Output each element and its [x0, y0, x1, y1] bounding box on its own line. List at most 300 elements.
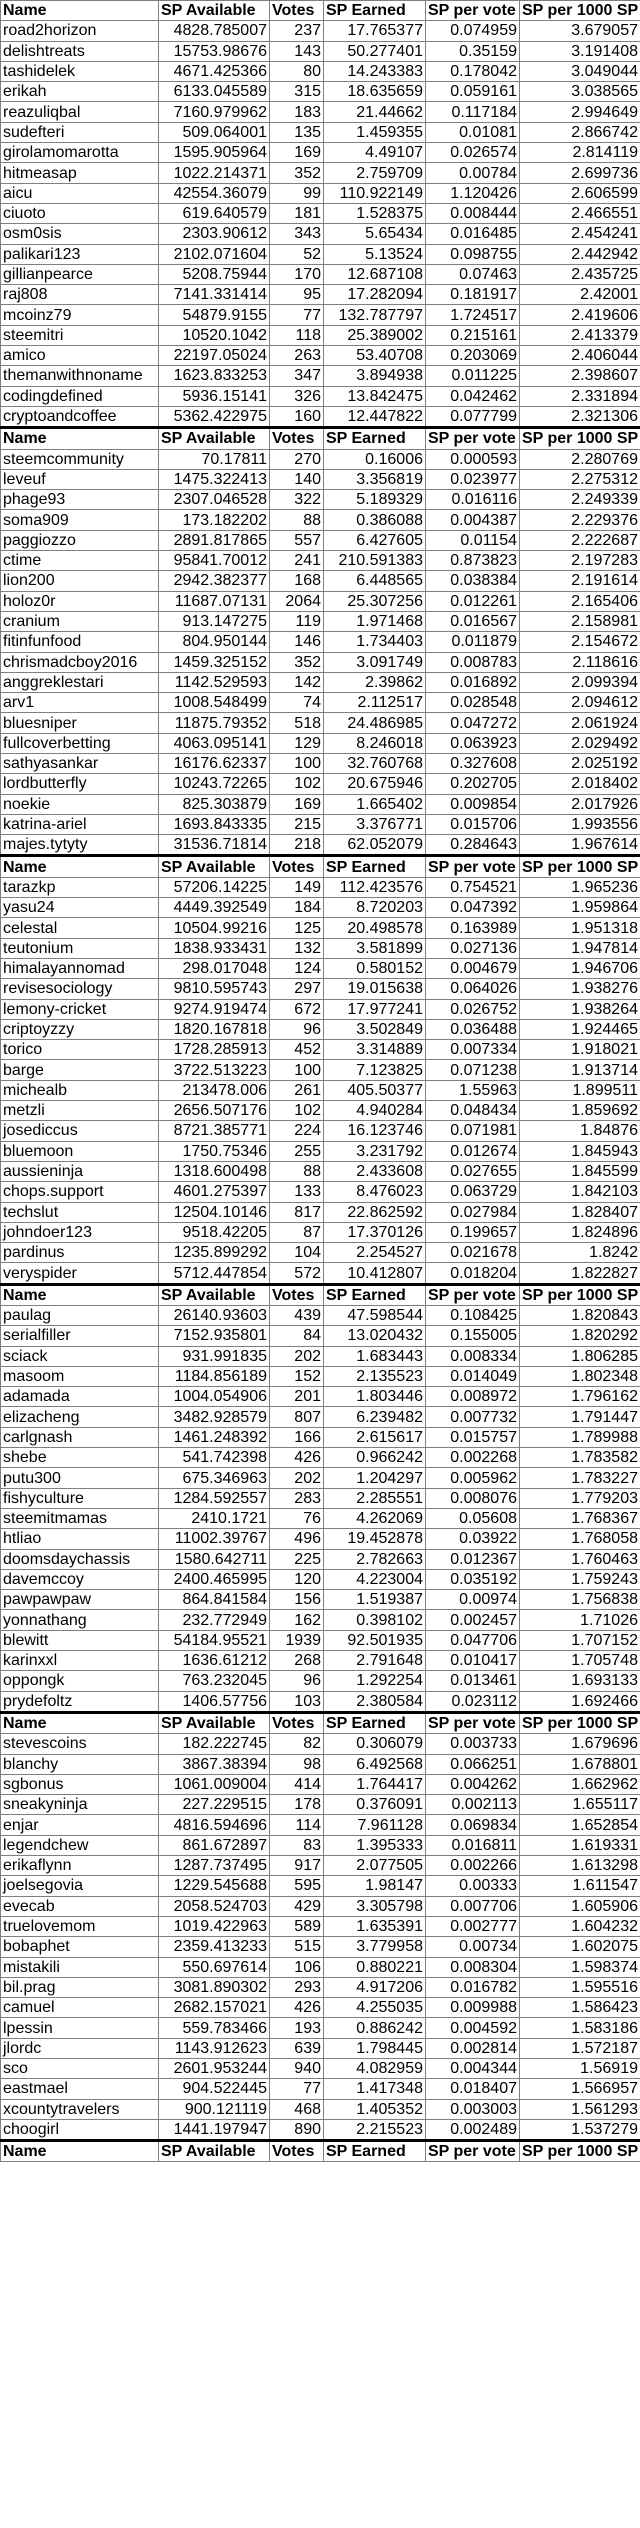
sp-available-cell: 2359.413233 — [159, 1937, 270, 1957]
name-cell: prydefoltz — [1, 1691, 159, 1712]
table-row — [1, 41, 640, 61]
sp-per-1000-cell: 1.802348 — [520, 1366, 640, 1386]
table-row — [1, 571, 640, 591]
sp-earned-cell: 16.123746 — [324, 1121, 426, 1141]
sp-per-1000-cell: 2.165406 — [520, 591, 640, 611]
sp-earned-cell: 1.683443 — [324, 1346, 426, 1366]
sp-per-vote-cell: 0.016567 — [426, 611, 520, 631]
sp-available-cell: 2942.382377 — [159, 571, 270, 591]
sp-earned-cell: 22.862592 — [324, 1202, 426, 1222]
sp-per-1000-cell: 1.938276 — [520, 979, 640, 999]
sp-per-vote-cell: 0.008076 — [426, 1488, 520, 1508]
sp-per-1000-cell: 2.42001 — [520, 285, 640, 305]
sp-available-cell: 619.640579 — [159, 203, 270, 223]
table-row — [1, 102, 640, 122]
sp-available-cell: 16176.62337 — [159, 753, 270, 773]
table-row — [1, 1202, 640, 1222]
table-row — [1, 1508, 640, 1528]
column-header-sp-earned: SP Earned — [324, 1, 426, 21]
name-cell: lion200 — [1, 571, 159, 591]
sp-per-1000-cell: 2.025192 — [520, 753, 640, 773]
votes-cell: 132 — [270, 938, 324, 958]
name-cell: elizacheng — [1, 1407, 159, 1427]
sp-earned-cell: 2.215523 — [324, 2119, 426, 2140]
table-row — [1, 1121, 640, 1141]
name-cell: bil.prag — [1, 1977, 159, 1997]
sp-per-1000-cell: 1.595516 — [520, 1977, 640, 1997]
sp-per-1000-cell: 1.662962 — [520, 1774, 640, 1794]
sp-available-cell: 1287.737495 — [159, 1856, 270, 1876]
column-header-sp-per-vote: SP per vote — [426, 1712, 520, 1733]
sp-per-vote-cell: 0.064026 — [426, 979, 520, 999]
sp-per-vote-cell: 0.003003 — [426, 2099, 520, 2119]
votes-cell: 77 — [270, 2079, 324, 2099]
votes-cell: 95 — [270, 285, 324, 305]
sp-available-cell: 7160.979962 — [159, 102, 270, 122]
sp-earned-cell: 0.880221 — [324, 1957, 426, 1977]
sp-earned-cell: 3.231792 — [324, 1141, 426, 1161]
name-cell: tashidelek — [1, 61, 159, 81]
header-row — [1, 856, 640, 877]
name-cell: codingdefined — [1, 386, 159, 406]
sp-available-cell: 1838.933431 — [159, 938, 270, 958]
name-cell: steemitri — [1, 325, 159, 345]
sp-available-cell: 675.346963 — [159, 1468, 270, 1488]
sp-per-vote-cell: 0.008304 — [426, 1957, 520, 1977]
sp-per-vote-cell: 0.008783 — [426, 652, 520, 672]
sp-earned-cell: 62.052079 — [324, 835, 426, 856]
name-cell: barge — [1, 1060, 159, 1080]
sp-per-1000-cell: 1.583186 — [520, 2018, 640, 2038]
table-row — [1, 1427, 640, 1447]
sp-earned-cell: 1.98147 — [324, 1876, 426, 1896]
votes-cell: 326 — [270, 386, 324, 406]
sp-available-cell: 7152.935801 — [159, 1326, 270, 1346]
name-cell: xcountytravelers — [1, 2099, 159, 2119]
name-cell: aicu — [1, 183, 159, 203]
sp-earned-cell: 132.787797 — [324, 305, 426, 325]
sp-per-1000-cell: 1.951318 — [520, 918, 640, 938]
votes-cell: 106 — [270, 1957, 324, 1977]
sp-available-cell: 42554.36079 — [159, 183, 270, 203]
votes-cell: 352 — [270, 163, 324, 183]
sp-earned-cell: 14.243383 — [324, 61, 426, 81]
votes-cell: 178 — [270, 1795, 324, 1815]
table-row — [1, 1101, 640, 1121]
sp-per-vote-cell: 1.724517 — [426, 305, 520, 325]
sp-earned-cell: 210.591383 — [324, 551, 426, 571]
votes-cell: 557 — [270, 530, 324, 550]
table-row — [1, 1671, 640, 1691]
votes-cell: 124 — [270, 958, 324, 978]
sp-per-1000-cell: 1.806285 — [520, 1346, 640, 1366]
sp-per-vote-cell: 0.027655 — [426, 1161, 520, 1181]
sp-per-1000-cell: 1.820292 — [520, 1326, 640, 1346]
sp-per-vote-cell: 1.55963 — [426, 1080, 520, 1100]
sp-available-cell: 1184.856189 — [159, 1366, 270, 1386]
sp-per-1000-cell: 2.158981 — [520, 611, 640, 631]
sp-available-cell: 4816.594696 — [159, 1815, 270, 1835]
table-row — [1, 1407, 640, 1427]
votes-cell: 283 — [270, 1488, 324, 1508]
sp-available-cell: 5208.75944 — [159, 264, 270, 284]
table-row — [1, 1529, 640, 1549]
table-row — [1, 122, 640, 142]
sp-per-1000-cell: 1.820843 — [520, 1306, 640, 1326]
sp-available-cell: 298.017048 — [159, 958, 270, 978]
sp-per-1000-cell: 1.768367 — [520, 1508, 640, 1528]
sp-earned-cell: 1.292254 — [324, 1671, 426, 1691]
sp-earned-cell: 24.486985 — [324, 713, 426, 733]
table-row — [1, 551, 640, 571]
sp-available-cell: 2058.524703 — [159, 1896, 270, 1916]
sp-available-cell: 861.672897 — [159, 1835, 270, 1855]
sp-earned-cell: 32.760768 — [324, 753, 426, 773]
name-cell: joelsegovia — [1, 1876, 159, 1896]
votes-cell: 347 — [270, 366, 324, 386]
sp-earned-cell: 19.452878 — [324, 1529, 426, 1549]
sp-per-vote-cell: 0.35159 — [426, 41, 520, 61]
votes-cell: 83 — [270, 1835, 324, 1855]
name-cell: paulag — [1, 1306, 159, 1326]
sp-earned-cell: 2.285551 — [324, 1488, 426, 1508]
table-row — [1, 1161, 640, 1181]
sp-available-cell: 26140.93603 — [159, 1306, 270, 1326]
votes-cell: 468 — [270, 2099, 324, 2119]
sp-per-vote-cell: 0.098755 — [426, 244, 520, 264]
sp-per-1000-cell: 1.561293 — [520, 2099, 640, 2119]
sp-available-cell: 1728.285913 — [159, 1040, 270, 1060]
name-cell: josediccus — [1, 1121, 159, 1141]
table-row — [1, 774, 640, 794]
sp-earned-cell: 2.112517 — [324, 693, 426, 713]
votes-cell: 168 — [270, 571, 324, 591]
sp-per-vote-cell: 0.005962 — [426, 1468, 520, 1488]
sp-per-vote-cell: 0.873823 — [426, 551, 520, 571]
name-cell: choogirl — [1, 2119, 159, 2140]
sp-earned-cell: 2.39862 — [324, 672, 426, 692]
sp-available-cell: 95841.70012 — [159, 551, 270, 571]
sp-available-cell: 70.17811 — [159, 449, 270, 469]
sp-per-1000-cell: 2.406044 — [520, 346, 640, 366]
sp-per-vote-cell: 0.036488 — [426, 1019, 520, 1039]
name-cell: lordbutterfly — [1, 774, 159, 794]
sp-per-vote-cell: 0.066251 — [426, 1754, 520, 1774]
sp-per-vote-cell: 0.181917 — [426, 285, 520, 305]
column-header-name: Name — [1, 1284, 159, 1305]
votes-cell: 104 — [270, 1243, 324, 1263]
votes-cell: 315 — [270, 82, 324, 102]
sp-per-1000-cell: 1.619331 — [520, 1835, 640, 1855]
sp-per-vote-cell: 0.199657 — [426, 1222, 520, 1242]
votes-cell: 261 — [270, 1080, 324, 1100]
table-row — [1, 21, 640, 41]
table-body — [1, 1, 640, 2162]
sp-per-vote-cell: 0.012261 — [426, 591, 520, 611]
name-cell: steemcommunity — [1, 449, 159, 469]
table-row — [1, 2099, 640, 2119]
sp-available-cell: 10504.99216 — [159, 918, 270, 938]
sp-available-cell: 3867.38394 — [159, 1754, 270, 1774]
sp-per-vote-cell: 0.047272 — [426, 713, 520, 733]
name-cell: soma909 — [1, 510, 159, 530]
votes-cell: 496 — [270, 1529, 324, 1549]
votes-cell: 162 — [270, 1610, 324, 1630]
name-cell: stevescoins — [1, 1734, 159, 1754]
sp-per-1000-cell: 2.331894 — [520, 386, 640, 406]
column-header-votes: Votes — [270, 1284, 324, 1305]
sp-available-cell: 4828.785007 — [159, 21, 270, 41]
table-row — [1, 510, 640, 530]
sp-earned-cell: 0.886242 — [324, 2018, 426, 2038]
sp-per-1000-cell: 1.537279 — [520, 2119, 640, 2140]
table-row — [1, 1774, 640, 1794]
sp-available-cell: 3722.513223 — [159, 1060, 270, 1080]
sp-earned-cell: 8.476023 — [324, 1182, 426, 1202]
table-row — [1, 938, 640, 958]
sp-earned-cell: 6.427605 — [324, 530, 426, 550]
table-row — [1, 1263, 640, 1284]
sp-per-vote-cell: 0.027136 — [426, 938, 520, 958]
sp-available-cell: 1441.197947 — [159, 2119, 270, 2140]
sp-per-1000-cell: 1.84876 — [520, 1121, 640, 1141]
name-cell: torico — [1, 1040, 159, 1060]
table-row — [1, 1569, 640, 1589]
table-row — [1, 1488, 640, 1508]
sp-per-1000-cell: 1.791447 — [520, 1407, 640, 1427]
header-row — [1, 2141, 640, 2162]
sp-earned-cell: 3.779958 — [324, 1937, 426, 1957]
column-header-sp-available: SP Available — [159, 1, 270, 21]
sp-per-vote-cell: 0.008972 — [426, 1387, 520, 1407]
sp-per-1000-cell: 1.842103 — [520, 1182, 640, 1202]
table-row — [1, 2058, 640, 2078]
sp-per-vote-cell: 0.178042 — [426, 61, 520, 81]
votes-cell: 268 — [270, 1651, 324, 1671]
votes-cell: 135 — [270, 122, 324, 142]
column-header-sp-earned: SP Earned — [324, 1284, 426, 1305]
sp-per-1000-cell: 1.652854 — [520, 1815, 640, 1835]
sp-per-vote-cell: 0.071981 — [426, 1121, 520, 1141]
name-cell: gillianpearce — [1, 264, 159, 284]
votes-cell: 156 — [270, 1590, 324, 1610]
sp-earned-cell: 8.720203 — [324, 898, 426, 918]
sp-available-cell: 6133.045589 — [159, 82, 270, 102]
sp-earned-cell: 12.687108 — [324, 264, 426, 284]
column-header-sp-per-1000: SP per 1000 SP — [520, 1712, 640, 1733]
column-header-votes: Votes — [270, 1, 324, 21]
name-cell: truelovemom — [1, 1916, 159, 1936]
sp-per-1000-cell: 2.275312 — [520, 469, 640, 489]
votes-cell: 241 — [270, 551, 324, 571]
sp-earned-cell: 4.49107 — [324, 143, 426, 163]
table-row — [1, 1387, 640, 1407]
sp-per-1000-cell: 1.768058 — [520, 1529, 640, 1549]
sp-per-1000-cell: 2.099394 — [520, 672, 640, 692]
table-row — [1, 999, 640, 1019]
votes-cell: 169 — [270, 143, 324, 163]
sp-per-1000-cell: 1.760463 — [520, 1549, 640, 1569]
sp-available-cell: 22197.05024 — [159, 346, 270, 366]
name-cell: hitmeasap — [1, 163, 159, 183]
sp-per-1000-cell: 3.038565 — [520, 82, 640, 102]
sp-per-1000-cell: 1.822827 — [520, 1263, 640, 1284]
sp-per-vote-cell: 0.002489 — [426, 2119, 520, 2140]
sp-available-cell: 1459.325152 — [159, 652, 270, 672]
sp-per-vote-cell: 0.059161 — [426, 82, 520, 102]
table-row — [1, 1795, 640, 1815]
votes-cell: 160 — [270, 406, 324, 427]
sp-available-cell: 1008.548499 — [159, 693, 270, 713]
name-cell: criptoyzzy — [1, 1019, 159, 1039]
name-cell: pawpawpaw — [1, 1590, 159, 1610]
column-header-votes: Votes — [270, 856, 324, 877]
sp-available-cell: 804.950144 — [159, 632, 270, 652]
sp-per-1000-cell: 2.280769 — [520, 449, 640, 469]
table-row — [1, 1141, 640, 1161]
sp-per-vote-cell: 0.021678 — [426, 1243, 520, 1263]
name-cell: arv1 — [1, 693, 159, 713]
sp-earned-cell: 0.306079 — [324, 1734, 426, 1754]
sp-earned-cell: 50.277401 — [324, 41, 426, 61]
sp-earned-cell: 92.501935 — [324, 1630, 426, 1650]
sp-per-vote-cell: 0.038384 — [426, 571, 520, 591]
votes-cell: 169 — [270, 794, 324, 814]
sp-per-vote-cell: 0.754521 — [426, 877, 520, 897]
votes-cell: 96 — [270, 1019, 324, 1039]
name-cell: noekie — [1, 794, 159, 814]
table-row — [1, 1937, 640, 1957]
table-row — [1, 1815, 640, 1835]
sp-per-1000-cell: 1.613298 — [520, 1856, 640, 1876]
sp-per-vote-cell: 0.023977 — [426, 469, 520, 489]
votes-cell: 82 — [270, 1734, 324, 1754]
table-row — [1, 490, 640, 510]
sp-available-cell: 1229.545688 — [159, 1876, 270, 1896]
table-row — [1, 979, 640, 999]
column-header-sp-per-vote: SP per vote — [426, 856, 520, 877]
sp-earned-cell: 2.077505 — [324, 1856, 426, 1876]
column-header-sp-earned: SP Earned — [324, 428, 426, 449]
table-row — [1, 733, 640, 753]
table-row — [1, 1610, 640, 1630]
votes-cell: 142 — [270, 672, 324, 692]
sp-available-cell: 2682.157021 — [159, 1998, 270, 2018]
table-row — [1, 1346, 640, 1366]
name-cell: reazuliqbal — [1, 102, 159, 122]
votes-cell: 270 — [270, 449, 324, 469]
votes-cell: 225 — [270, 1549, 324, 1569]
sp-earned-cell: 17.977241 — [324, 999, 426, 1019]
sp-available-cell: 5362.422975 — [159, 406, 270, 427]
table-row — [1, 346, 640, 366]
name-cell: bobaphet — [1, 1937, 159, 1957]
table-row — [1, 1957, 640, 1977]
sp-earned-cell: 3.894938 — [324, 366, 426, 386]
name-cell: sneakyninja — [1, 1795, 159, 1815]
votes-cell: 170 — [270, 264, 324, 284]
name-cell: bluemoon — [1, 1141, 159, 1161]
sp-earned-cell: 0.966242 — [324, 1448, 426, 1468]
sp-available-cell: 2400.465995 — [159, 1569, 270, 1589]
sp-available-cell: 2656.507176 — [159, 1101, 270, 1121]
votes-cell: 80 — [270, 61, 324, 81]
sp-earned-cell: 2.380584 — [324, 1691, 426, 1712]
votes-cell: 149 — [270, 877, 324, 897]
sp-per-vote-cell: 0.002814 — [426, 2038, 520, 2058]
sp-per-vote-cell: 0.327608 — [426, 753, 520, 773]
votes-cell: 215 — [270, 814, 324, 834]
sp-per-vote-cell: 0.063729 — [426, 1182, 520, 1202]
sp-available-cell: 11687.07131 — [159, 591, 270, 611]
sp-available-cell: 1318.600498 — [159, 1161, 270, 1181]
name-cell: katrina-ariel — [1, 814, 159, 834]
sp-per-1000-cell: 1.655117 — [520, 1795, 640, 1815]
column-header-sp-earned: SP Earned — [324, 856, 426, 877]
votes-cell: 181 — [270, 203, 324, 223]
sp-per-1000-cell: 2.154672 — [520, 632, 640, 652]
sp-per-1000-cell: 2.699736 — [520, 163, 640, 183]
name-cell: lpessin — [1, 2018, 159, 2038]
name-cell: johndoer123 — [1, 1222, 159, 1242]
column-header-sp-available: SP Available — [159, 1284, 270, 1305]
column-header-sp-per-1000: SP per 1000 SP — [520, 856, 640, 877]
sp-earned-cell: 2.759709 — [324, 163, 426, 183]
sp-available-cell: 2307.046528 — [159, 490, 270, 510]
votes-cell: 88 — [270, 1161, 324, 1181]
name-cell: pardinus — [1, 1243, 159, 1263]
sp-earned-cell: 4.917206 — [324, 1977, 426, 1997]
sp-earned-cell: 2.615617 — [324, 1427, 426, 1447]
name-cell: themanwithnoname — [1, 366, 159, 386]
column-header-votes: Votes — [270, 2141, 324, 2162]
sp-available-cell: 1820.167818 — [159, 1019, 270, 1039]
sp-per-vote-cell: 0.028548 — [426, 693, 520, 713]
sp-per-1000-cell: 2.017926 — [520, 794, 640, 814]
column-header-sp-per-vote: SP per vote — [426, 1, 520, 21]
sp-per-1000-cell: 2.061924 — [520, 713, 640, 733]
column-header-sp-per-1000: SP per 1000 SP — [520, 1284, 640, 1305]
votes-cell: 817 — [270, 1202, 324, 1222]
sp-per-1000-cell: 2.814119 — [520, 143, 640, 163]
table-row — [1, 1916, 640, 1936]
sp-earned-cell: 20.498578 — [324, 918, 426, 938]
header-row — [1, 428, 640, 449]
sp-per-vote-cell: 0.010417 — [426, 1651, 520, 1671]
name-cell: eastmael — [1, 2079, 159, 2099]
name-cell: blewitt — [1, 1630, 159, 1650]
table-row — [1, 1060, 640, 1080]
sp-per-vote-cell: 0.004387 — [426, 510, 520, 530]
sp-per-1000-cell: 3.191408 — [520, 41, 640, 61]
name-cell: adamada — [1, 1387, 159, 1407]
column-header-sp-available: SP Available — [159, 856, 270, 877]
sp-earned-cell: 0.16006 — [324, 449, 426, 469]
column-header-name: Name — [1, 2141, 159, 2162]
sp-earned-cell: 2.135523 — [324, 1366, 426, 1386]
name-cell: majes.tytyty — [1, 835, 159, 856]
sp-per-vote-cell: 0.042462 — [426, 386, 520, 406]
sp-per-1000-cell: 2.197283 — [520, 551, 640, 571]
sp-available-cell: 57206.14225 — [159, 877, 270, 897]
sp-per-vote-cell: 0.069834 — [426, 1815, 520, 1835]
votes-cell: 426 — [270, 1998, 324, 2018]
column-header-votes: Votes — [270, 1712, 324, 1733]
sp-per-1000-cell: 1.824896 — [520, 1222, 640, 1242]
sp-per-vote-cell: 0.215161 — [426, 325, 520, 345]
sp-per-vote-cell: 1.120426 — [426, 183, 520, 203]
sp-per-vote-cell: 0.000593 — [426, 449, 520, 469]
